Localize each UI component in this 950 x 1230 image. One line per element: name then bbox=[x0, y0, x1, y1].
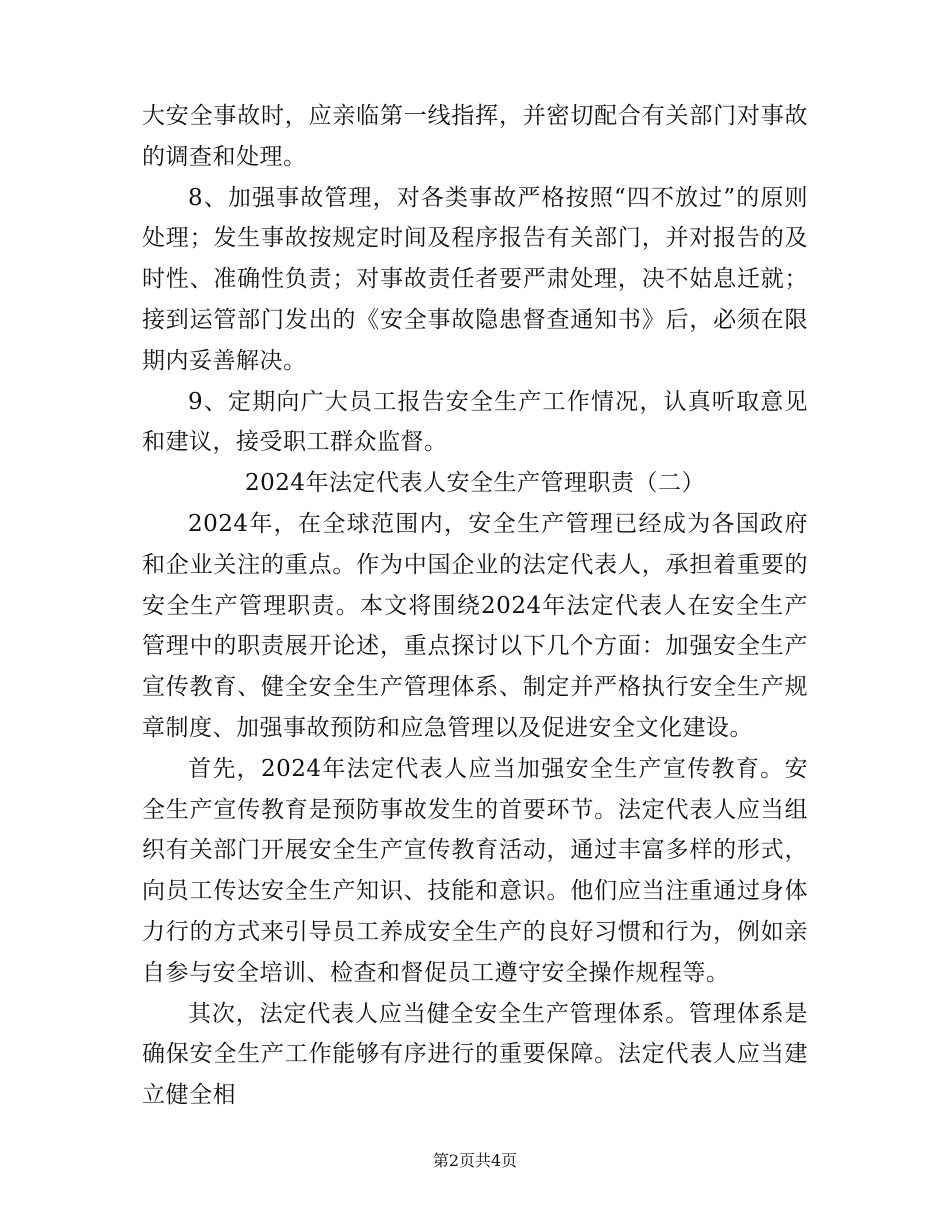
paragraph-continuation: 大安全事故时，应亲临第一线指挥，并密切配合有关部门对事故的调查和处理。 bbox=[142, 103, 808, 170]
document-page bbox=[142, 96, 808, 1116]
paragraph-intro: 2024年，在全球范围内，安全生产管理已经成为各国政府和企业关注的重点。作为中国企业的法定代表人，承担着重要的安全生产管理职责。本文将围绕2024年法定代表人在安全生产管理中的职责展开论述，重点探讨以下几个方面：加强安全生产宣传教育、健全安全生产管理体系、制定并严格执行安全生产规章制度、加强事故预防和应急管理以及促进安全文化建设。 bbox=[142, 510, 808, 741]
page-footer: 第2页共4页 bbox=[432, 1151, 518, 1170]
paragraph-second: 其次，法定代表人应当健全安全生产管理体系。管理体系是确保安全生产工作能够有序进行的重要保障。法定代表人应当建立健全相 bbox=[142, 1000, 808, 1109]
paragraph-item-8: 8、加强事故管理，对各类事故严格按照“四不放过”的原则处理；发生事故按规定时间及程序报告有关部门，并对报告的及时性、准确性负责；对事故责任者要严肃处理，决不姑息迁就；接到运管部门发出的《安全事故隐患督查通知书》后，必须在限期内妥善解决。 bbox=[142, 184, 808, 374]
paragraph-first: 首先，2024年法定代表人应当加强安全生产宣传教育。安全生产宣传教育是预防事故发生的首要环节。法定代表人应当组织有关部门开展安全生产宣传教育活动，通过丰富多样的形式，向员工传达安全生产知识、技能和意识。他们应当注重通过身体力行的方式来引导员工养成安全生产的良好习惯和行为，例如亲自参与安全培训、检查和督促员工遵守安全操作规程等。 bbox=[142, 755, 808, 986]
section-title: 2024年法定代表人安全生产管理职责（二） bbox=[244, 470, 706, 497]
paragraph-item-9: 9、定期向广大员工报告安全生产工作情况，认真听取意见和建议，接受职工群众监督。 bbox=[142, 388, 808, 456]
